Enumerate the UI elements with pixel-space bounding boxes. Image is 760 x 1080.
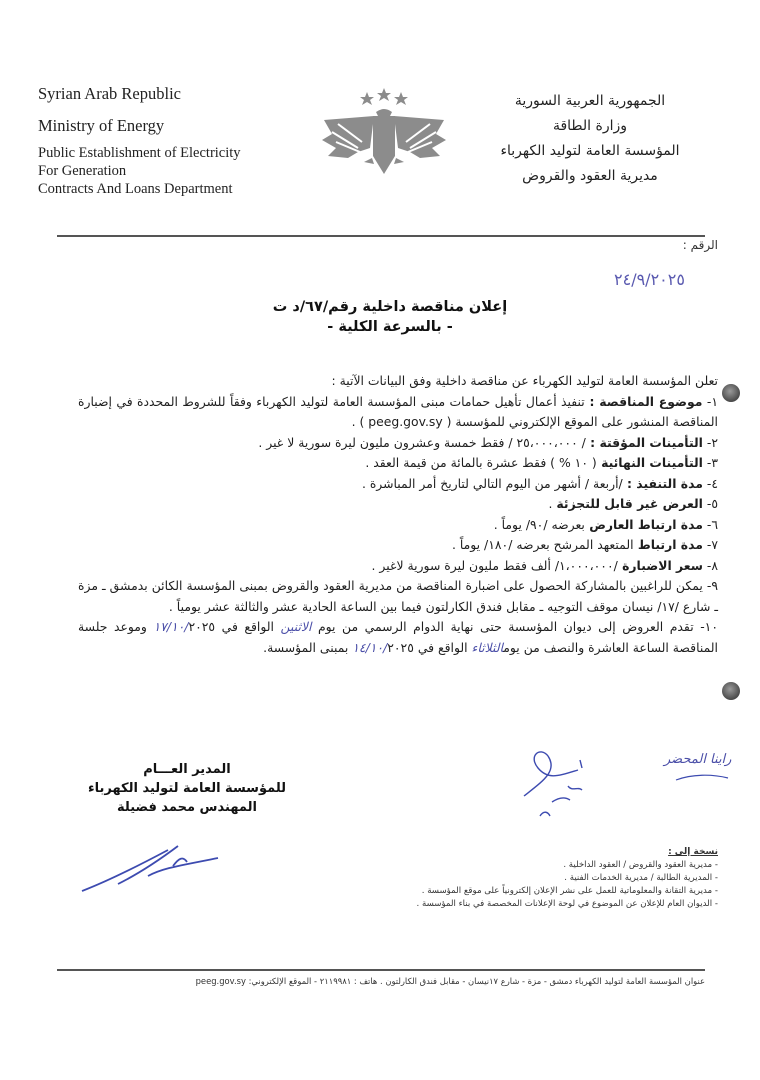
item-label: مدة ارتباط العارض — [584, 516, 703, 532]
item-label: مدة التنفيذ : — [622, 475, 703, 491]
tender-item-7: ٧- مدة ارتباط المتعهد المرشح بعرضه /١٨٠/ يوماً . — [451, 537, 718, 552]
arabic-letterhead — [470, 89, 710, 189]
establishment-name-en-1: Public Establishment of Electricity — [38, 145, 241, 161]
tender-item-6: ٦- مدة ارتباط العارض بعرضه /٩٠/ يوماً . — [493, 516, 718, 532]
department-name-ar: مديرية العقود والقروض — [522, 168, 658, 184]
item-label: العرض غير قابل للتجزئة — [556, 496, 703, 511]
tender-item-8: ٨- سعر الاضبارة /١،٠٠٠،٠٠٠/ ألف فقط مليون ليرة سورية لاغير . — [371, 557, 718, 573]
handwritten-underline-icon — [672, 772, 732, 784]
copy-to-item: - المديرية الطالبة / مديرية الخدمات الفنية . — [564, 873, 718, 883]
establishment-name-ar: المؤسسة العامة لتوليد الكهرباء — [500, 143, 680, 159]
tender-item-2: ٢- التأمينات المؤقتة : / ٢٥،٠٠٠،٠٠٠ / فقط خمسة وعشرون مليون ليرة سورية لا غير . — [258, 434, 718, 450]
eagle-emblem-icon — [318, 82, 450, 182]
tender-item-10: ١٠- تقدم العروض إلى ديوان المؤسسة حتى نهاية الدوام الرسمي من يوم الاثنين الواقع في ١٧/١٠/٢٠٢٥ وموعد جلسة المناقصة الساعة العاشرة والنصف من يومالثلاثاء الواقع في ١٤/١٠/٢٠٢٥ بمبنى المؤسسة. — [78, 619, 718, 655]
signatory-name: المهندس محمد فضيلة — [117, 800, 257, 815]
punch-hole-icon — [722, 384, 740, 402]
tender-item-5: ٥- العرض غير قابل للتجزئة . — [548, 496, 718, 511]
handwritten-initials-icon — [518, 746, 608, 826]
item-text: يمكن للراغبين بالمشاركة الحصول على اضبارة المناقصة من مديرية العقود والقروض بمبنى المؤسسة الكائن بدمشق ـ مزة ـ شارع /١٧/ نيسان موقف التوجيه ـ مقابل فندق الكارلتون فيما بين الساعة الحادية عشر والثالثة عشر يومياً . — [78, 578, 718, 614]
copy-to-title: نسخة إلى : — [668, 847, 718, 857]
tender-item-1: ١- موضوع المناقصة : تنفيذ أعمال تأهيل حمامات مبنى المؤسسة العامة لتوليد الكهرباء وفقاً للشروط المحددة في إضبارة المناقصة المنشور على الموقع الإلكتروني للمؤسسة ( peeg.gov.sy ) . — [78, 393, 719, 429]
tender-item-4: ٤- مدة التنفيذ : /أربعة / أشهر من اليوم التالي لتاريخ أمر المباشرة . — [361, 475, 718, 491]
announcement-body — [78, 371, 718, 658]
item-label: التأمينات المؤقتة : — [585, 434, 703, 450]
tender-item-3: ٣- التأمينات النهائية ( ١٠ % ) فقط عشرة بالمائة من قيمة العقد . — [365, 455, 718, 470]
item-text: بعرضه /٩٠/ يوماً . — [493, 516, 585, 532]
establishment-name-en-2: For Generation — [38, 163, 127, 179]
item-text: ( ١٠ % ) فقط عشرة بالمائة من قيمة العقد . — [365, 455, 597, 470]
title-line-2: - بالسرعة الكلية - — [327, 319, 453, 335]
country-name-ar: الجمهورية العربية السورية — [514, 93, 666, 109]
item-text: / ٢٥،٠٠٠،٠٠٠ / فقط خمسة وعشرون مليون ليرة سورية لا غير . — [258, 434, 586, 450]
item-label: موضوع المناقصة : — [584, 393, 703, 409]
ministry-name-en: Ministry of Energy — [38, 116, 165, 135]
item-label: التأمينات النهائية — [596, 455, 703, 470]
copy-to-item: - مديرية العقود والقروض / العقود الداخلية . — [563, 860, 718, 870]
announcement-title — [240, 297, 540, 337]
signatory-org: للمؤسسة العامة لتوليد الكهرباء — [87, 781, 287, 796]
signatory-title: المدير العـــام — [143, 762, 231, 777]
english-letterhead — [38, 84, 241, 198]
copy-to-block — [378, 846, 718, 911]
intro-text: تعلن المؤسسة العامة لتوليد الكهرباء عن مناقصة داخلية وفق البيانات الآتية : — [331, 373, 718, 388]
item-label: مدة ارتباط — [633, 537, 703, 552]
signature-block — [62, 760, 312, 817]
handwritten-day-2: الثلاثاء — [471, 639, 504, 655]
item-text: /١،٠٠٠،٠٠٠/ ألف فقط مليون ليرة سورية لاغير . — [371, 557, 618, 573]
copy-to-item: - الديوان العام للإعلان عن الموضوع في لوحة الإعلانات المخصصة في بناء المؤسسة . — [416, 899, 718, 909]
handwritten-note: راينا المحضر — [664, 752, 732, 767]
ministry-name-ar: وزارة الطاقة — [552, 118, 628, 134]
handwritten-date-2: ١٤/١٠/ — [352, 639, 388, 655]
item-text: . — [548, 496, 557, 511]
header-divider — [57, 235, 705, 237]
reference-number-label: الرقم : — [682, 238, 718, 252]
punch-hole-icon — [722, 682, 740, 700]
title-line-1: إعلان مناقصة داخلية رقم/٦٧/د ت — [272, 299, 508, 315]
tender-items-list — [78, 392, 718, 618]
handwritten-day-1: الاثنين — [280, 619, 312, 634]
director-signature-icon — [78, 836, 228, 896]
footer-divider — [57, 969, 705, 971]
tender-item-9: ٩- يمكن للراغبين بالمشاركة الحصول على اضبارة المناقصة من مديرية العقود والقروض بمبنى المؤسسة الكائن بدمشق ـ مزة ـ شارع /١٧/ نيسان موقف التوجيه ـ مقابل فندق الكارلتون فيما بين الساعة الحادية عشر والثالثة عشر يومياً . — [78, 578, 718, 614]
copy-to-item: - مديرية التقانة والمعلوماتية للعمل على نشر الإعلان إلكترونياً على موقع المؤسسة . — [421, 886, 718, 896]
item-text: /أربعة / أشهر من اليوم التالي لتاريخ أمر المباشرة . — [361, 475, 623, 491]
handwritten-date-1: ١٧/١٠/ — [153, 619, 189, 634]
handwritten-date: ٢٤/٩/٢٠٢٥ — [614, 270, 685, 289]
item-text: المتعهد المرشح بعرضه /١٨٠/ يوماً . — [451, 537, 634, 552]
item-text: تنفيذ أعمال تأهيل حمامات مبنى المؤسسة العامة لتوليد الكهرباء وفقاً للشروط المحددة في إضبارة المناقصة المنشور على الموقع الإلكتروني للمؤسسة ( peeg.gov.sy ) . — [78, 393, 718, 429]
department-name-en: Contracts And Loans Department — [38, 181, 233, 197]
footer-address: عنوان المؤسسة العامة لتوليد الكهرباء دمشق - مزة - شارع ١٧نيسان - مقابل فندق الكارلتون . هاتف : ٢١١٩٩٨١ - الموقع الإلكتروني: peeg.gov.sy — [195, 976, 705, 986]
item-label: سعر الاضبارة — [617, 557, 703, 573]
country-name-en: Syrian Arab Republic — [38, 84, 181, 103]
